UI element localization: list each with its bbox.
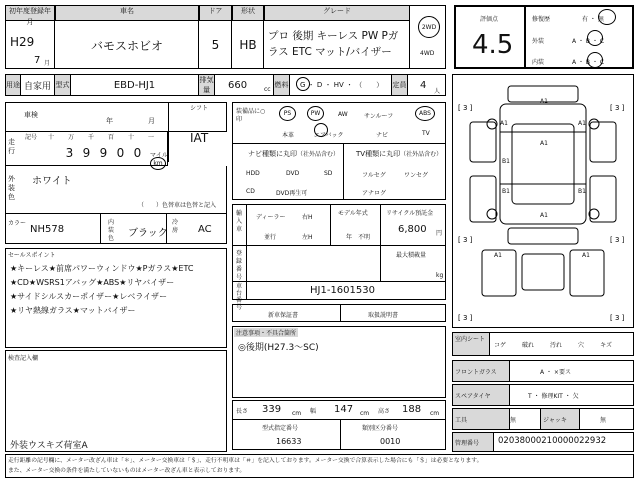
seat-item: 汚れ [550, 342, 563, 349]
inspection-month-label: 月 [148, 117, 155, 125]
import-parallel: 並行 [264, 234, 277, 241]
type-no-value: 16633 [276, 437, 302, 446]
seat-items [494, 340, 612, 349]
exterior-options: A ・ B ・ C [572, 38, 605, 45]
tools-label: 工具 [452, 408, 510, 430]
digit-header: 十 [47, 134, 54, 141]
shift-value: IAT [190, 131, 209, 145]
load-unit: kg [436, 272, 444, 279]
diagram-label: A1 [494, 252, 502, 259]
drive-4wd: 4WD [420, 50, 435, 57]
mgmt-value: 02038000210000022932 [498, 436, 607, 446]
digit-header: 千 [87, 134, 94, 141]
class-no-label: 類別区分番号 [362, 425, 399, 432]
warranty-box [232, 304, 446, 322]
navi-sd: SD [324, 170, 333, 177]
digit-header: 百 [107, 134, 114, 141]
inspection-label: 車検 [24, 111, 38, 119]
reg-year-value: H29 [10, 35, 35, 49]
equip-navi: ナビ [376, 132, 389, 139]
svg-text:[ 3 ]: [ 3 ] [458, 314, 473, 322]
selling-point: ★サイドシルスカーポイザー★レベライザー [10, 292, 168, 301]
notes-label: 注意事項・不具合箇所 [236, 330, 297, 337]
import-left-handle: 左H [302, 234, 313, 241]
footer-notes [8, 456, 630, 476]
tools-value: 無 [510, 417, 517, 424]
mileage-digits [61, 146, 146, 160]
selling-point: ★リヤ熱線ガラス★マットバイザー [10, 306, 136, 315]
equip-sunroof: サンルーフ [364, 113, 394, 120]
svg-text:[ 3 ]: [ 3 ] [610, 314, 625, 322]
displacement-unit: cc [264, 86, 271, 93]
recycle-label: リサイクル預託金 [386, 210, 434, 217]
model-label: 型式 [55, 74, 71, 96]
exterior-color-label: 外装色 [8, 175, 15, 201]
regno-label: 登録番号 [236, 250, 243, 281]
shape-value: HB [239, 38, 257, 52]
recycle-value: 6,800 [398, 224, 427, 235]
capacity-label: 定員 [392, 74, 408, 96]
navi-title: ナビ種類に丸印（社外品含む） [248, 150, 340, 158]
interior-color-label: 内装色 [108, 219, 115, 242]
tv-title: TV種類に丸印（社外品含む） [356, 150, 443, 158]
capacity-cell [408, 74, 446, 96]
mileage-digit: 9 [99, 146, 108, 160]
car-name-value: バモスホビオ [90, 38, 163, 53]
tv-oneseg: ワンセグ [404, 172, 429, 179]
inspection-year-label: 年 [106, 117, 113, 125]
diagram-label: A1 [540, 140, 548, 147]
interior-options: A ・ B ・ C [572, 59, 605, 66]
digit-header: 記号 [24, 134, 37, 141]
navi-cd: CD [246, 188, 255, 195]
height-label: 高さ [378, 408, 391, 415]
interior-color-value: ブラック [128, 228, 168, 239]
navi-dvd: DVD [286, 170, 300, 177]
exterior-color-value: ホワイト [32, 176, 72, 187]
shift-label: シフト [190, 105, 209, 112]
mileage-digit: 0 [116, 146, 125, 160]
diagram-label: A1 [582, 252, 590, 259]
notes-value: ◎後期(H27.3〜SC) [238, 343, 319, 353]
mileage-unit-km: km [150, 157, 166, 170]
inspector-label: 検査記入欄 [8, 355, 39, 362]
mgmt-label: 管理番号 [452, 432, 494, 452]
selling-points-label: セールスポイント [8, 252, 56, 259]
digit-header: 一 [147, 134, 154, 141]
color-code-label: カラー [8, 220, 27, 227]
svg-text:[ 3 ]: [ 3 ] [610, 236, 625, 244]
inspector-note: 外装ウスキズ荷室A [10, 441, 88, 451]
spare-value: T ・ 修理KIT ・ 欠 [528, 393, 579, 400]
fuel-options: G ・ D ・ HV ・ （ ） [300, 81, 384, 89]
equip-abs: ABS [415, 106, 435, 121]
length-unit: cm [292, 410, 302, 417]
ac-label: 冷房 [172, 219, 179, 234]
svg-text:[ 3 ]: [ 3 ] [458, 104, 473, 112]
recycle-unit: 円 [436, 230, 443, 237]
navi-hdd: HDD [246, 170, 260, 177]
seat-item: 穴 [578, 342, 585, 349]
equip-tv: TV [422, 130, 430, 137]
length-value: 339 [262, 404, 282, 415]
model-value: EBD-HJ1 [71, 74, 199, 96]
tv-analog: アナログ [362, 190, 387, 197]
width-value: 147 [334, 404, 354, 415]
repair-label: 修復歴 [532, 16, 551, 23]
door-value: 5 [211, 38, 220, 52]
width-unit: cm [360, 410, 370, 417]
jack-value: 無 [600, 417, 607, 424]
mileage-digit: 3 [65, 146, 74, 160]
shape-label: 形状 [232, 5, 264, 21]
diagram-label: A1 [540, 98, 548, 105]
car-diagram-icon [452, 74, 634, 328]
width-label: 幅 [310, 408, 317, 415]
footer-line: また、メーター交換の条件を満たしていないものはメーター改ざん車と表示しております。 [8, 468, 246, 474]
use-label: 用途 [5, 74, 21, 96]
navi-dvd-play: DVD再生可 [276, 190, 308, 197]
repair-selected-circle [598, 9, 616, 25]
svg-text:[ 3 ]: [ 3 ] [610, 104, 625, 112]
diagram-label: B1 [578, 188, 586, 195]
color-code-value: NH578 [30, 224, 65, 235]
inspector-box [5, 350, 227, 452]
seat-item: キズ [600, 342, 612, 349]
capacity-unit: 人 [434, 88, 441, 95]
jack-label: ジャッキ [540, 408, 580, 430]
seat-label: 室内シート [452, 332, 490, 356]
type-no-label: 型式指定番号 [262, 425, 299, 432]
digit-header: 万 [67, 134, 74, 141]
seat-item: コゲ [494, 342, 507, 349]
selling-points-list [10, 262, 224, 318]
mileage-unit-mile: マイル [150, 152, 168, 159]
ac-value: AC [198, 224, 212, 235]
new-car-warranty: 新車保証書 [268, 312, 299, 319]
digit-header: 十 [127, 134, 134, 141]
color-change-note: （ ）色替車は色替と記入 [138, 202, 217, 209]
glass-value: A ・ ×要ス [540, 369, 571, 376]
capacity-value: 4 [420, 80, 427, 91]
owner-manual: 取扱説明書 [368, 312, 399, 319]
mileage-label: 走行 [8, 138, 15, 155]
mileage-digit-headers [21, 132, 161, 141]
use-value: 自家用 [21, 74, 55, 96]
footer-line: 走行距離の記号欄に、メーター改ざん車は「＊」、メーター交換車は「＄」、走行不明車は「＃」を記入しております。メーター交換で合算表示した場合にも「＄」は必要となります。 [8, 458, 483, 464]
exterior-selected-circle [587, 30, 603, 46]
equip-aw: AW [338, 111, 348, 118]
mileage-digit: 0 [133, 146, 142, 160]
diagram-label: A1 [540, 212, 548, 219]
chassis-value: HJ1-1601530 [310, 285, 375, 296]
diagram-label: A1 [578, 120, 586, 127]
exterior-label: 外装 [532, 38, 545, 45]
equip-pw: PW [307, 106, 324, 121]
fuel-label: 燃料 [274, 74, 290, 96]
import-label: 輸入車 [236, 210, 243, 233]
displacement-label: 排気量 [199, 76, 214, 94]
displacement-value: 660 [228, 80, 248, 91]
equip-leather: 本革 [282, 132, 295, 139]
height-value: 188 [402, 404, 422, 415]
grade-label: グレード [264, 5, 410, 21]
car-name-label: 車名 [55, 5, 199, 21]
interior-label: 内装 [532, 59, 545, 66]
selling-point: ★キーレス★前席パワーウィンドウ★Pガラス★ETC [10, 264, 194, 273]
height-unit: cm [430, 410, 440, 417]
svg-text:[ 3 ]: [ 3 ] [458, 236, 473, 244]
import-dealer: ディーラー [256, 214, 286, 221]
repair-options: 有 ・ 無 [582, 16, 604, 23]
mileage-digit: 9 [82, 146, 91, 160]
fuel-selected-circle [296, 77, 310, 91]
tv-fullseg: フルセグ [362, 172, 386, 179]
reg-month-value: 7 [34, 55, 41, 66]
length-label: 長さ [236, 408, 249, 415]
grade-value: プロ 後期 キーレス PW Pガラス ETC マット/バイザー [268, 30, 399, 58]
chassis-label: 車台番号 [236, 283, 243, 311]
equipment-label: 装備品に○印 [236, 108, 266, 123]
equip-airbag-circle [314, 123, 328, 137]
reg-year-label: 初年度登録年月 [5, 5, 55, 21]
interior-selected-circle [587, 52, 603, 68]
diagram-label: B1 [502, 188, 510, 195]
score-label: 評価点 [480, 16, 499, 23]
equip-ps: PS [279, 106, 296, 121]
diagram-label: A1 [500, 120, 508, 127]
drive-2wd-circle: 2WD [418, 16, 440, 38]
spare-label: スペアタイヤ [452, 384, 510, 406]
diagram-label: B1 [502, 158, 510, 165]
glass-label: フロントガラス [452, 360, 510, 382]
model-year-value: 年 不明 [346, 234, 371, 241]
seat-item: 破れ [522, 342, 535, 349]
model-year-label: モデル年式 [338, 210, 368, 217]
month-unit: 月 [44, 60, 51, 67]
load-label: 最大積載量 [396, 252, 427, 259]
door-label: ドア [199, 5, 232, 21]
selling-point: ★CD★WSRS1アバッグ★ABS★リヤバイザー [10, 278, 175, 287]
class-no-value: 0010 [380, 437, 401, 446]
import-right-handle: 右H [302, 214, 313, 221]
equip-airbag: エアバック [314, 132, 344, 139]
score-value: 4.5 [472, 30, 514, 60]
